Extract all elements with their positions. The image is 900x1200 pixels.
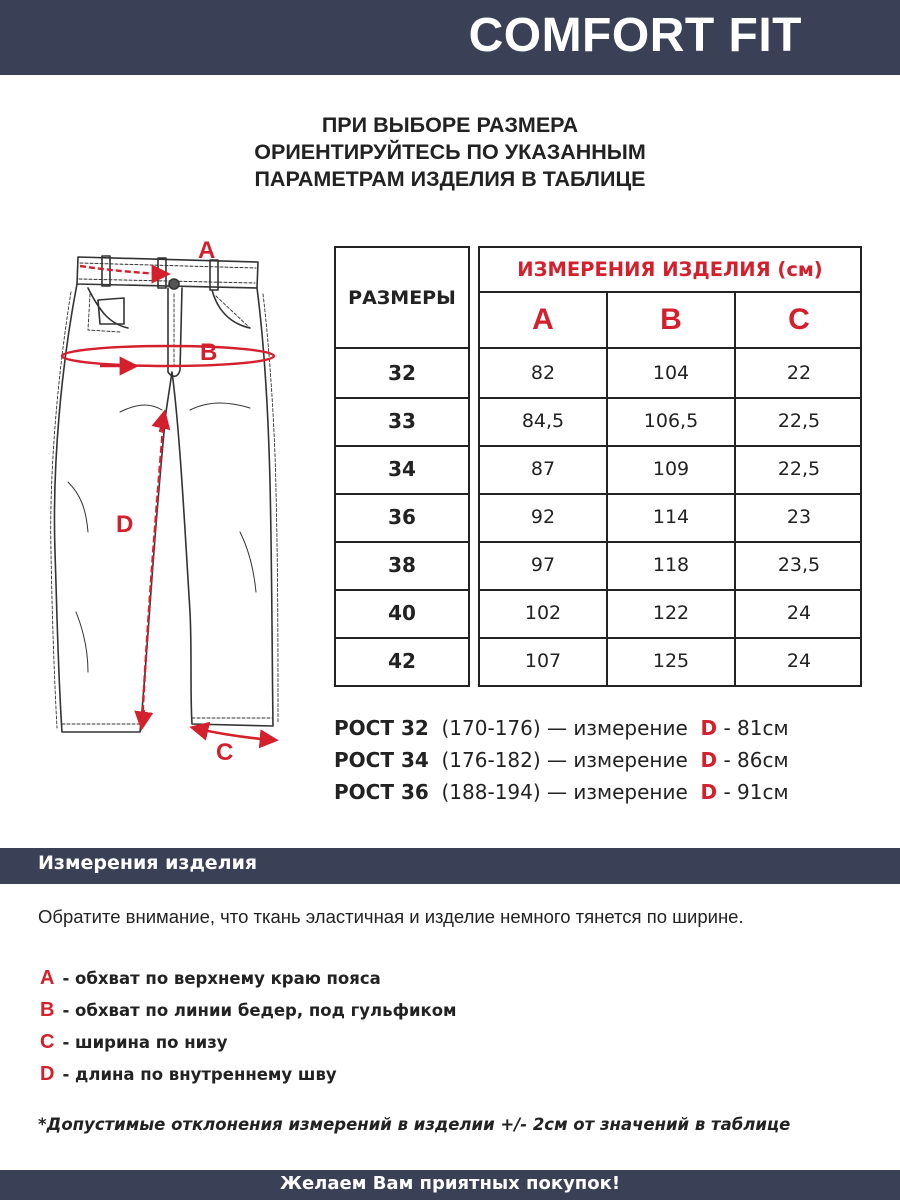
legend-key: C [40,1030,55,1053]
value-cell: 125 [652,650,690,672]
sizes-table [334,246,470,687]
value-cell: 114 [652,506,690,528]
legend-text: - длина по внутреннему шву [62,1064,337,1084]
measurements-header: ИЗМЕРЕНИЯ ИЗДЕЛИЯ (см) [517,258,823,281]
value-cell: 97 [530,554,556,576]
legend-item [40,962,457,994]
sizes-header: РАЗМЕРЫ [348,286,456,309]
height-letter: D [700,780,718,804]
value-cell: 22 [786,362,812,384]
value-cell: 23 [786,506,812,528]
height-range: (170-176) — измерение [441,716,688,740]
footer-wish: Желаем Вам приятных покупок! [279,1173,621,1194]
section-title: Измерения изделия [38,852,258,874]
height-value: - 91см [723,780,789,804]
value-cell: 92 [530,506,556,528]
size-cell: 38 [388,553,416,577]
brand-title: COMFORT FIT [468,9,802,62]
legend-list [40,962,457,1090]
legend-key: D [40,1062,55,1085]
value-cell: 84,5 [521,410,565,432]
height-value: - 86см [723,748,789,772]
size-cell: 42 [388,649,416,673]
measurements-table [478,246,862,687]
height-list [334,712,874,808]
legend-key: B [40,998,55,1021]
legend-text: - обхват по линии бедер, под гульфиком [62,1000,457,1020]
size-cell: 36 [388,505,416,529]
legend-text: - ширина по низу [62,1032,228,1052]
legend-text: - обхват по верхнему краю пояса [62,968,381,988]
size-cell: 40 [388,601,416,625]
intro-line: ПРИ ВЫБОРЕ РАЗМЕРА [321,113,579,137]
height-row [334,776,874,808]
diagram-label-a: A [198,237,216,264]
value-cell: 104 [652,362,690,384]
diagram-label-b: B [200,339,218,366]
value-cell: 106,5 [643,410,699,432]
height-letter: D [700,748,718,772]
value-cell: 107 [524,650,562,672]
size-cell: 32 [388,361,416,385]
value-cell: 22,5 [777,458,821,480]
diagram-label-d: D [116,511,134,538]
value-cell: 22,5 [777,410,821,432]
size-cell: 33 [388,409,416,433]
legend-item [40,1026,457,1058]
height-label: РОСТ 32 [334,716,429,740]
value-cell: 24 [786,650,812,672]
legend-key: A [40,966,55,989]
height-label: РОСТ 36 [334,780,429,804]
column-c-header: C [788,303,810,336]
value-cell: 109 [652,458,690,480]
value-cell: 118 [652,554,690,576]
legend-item [40,994,457,1026]
value-cell: 102 [524,602,562,624]
legend-item [40,1058,457,1090]
section-bar [0,848,900,884]
height-label: РОСТ 34 [334,748,429,772]
height-range: (188-194) — измерение [441,780,688,804]
footer-bar [0,1170,900,1200]
value-cell: 122 [652,602,690,624]
height-row [334,744,874,776]
height-range: (176-182) — измерение [441,748,688,772]
size-cell: 34 [388,457,416,481]
value-cell: 87 [530,458,556,480]
pants-diagram [40,232,300,772]
intro-text [150,112,750,193]
intro-line: ОРИЕНТИРУЙТЕСЬ ПО УКАЗАННЫМ [254,140,646,164]
column-b-header: B [660,303,682,336]
header-bar [0,0,900,75]
diagram-label-c: C [216,739,234,766]
value-cell: 82 [530,362,556,384]
height-value: - 81см [723,716,789,740]
value-cell: 24 [786,602,812,624]
height-row [334,712,874,744]
value-cell: 23,5 [777,554,821,576]
fabric-notice: Обратите внимание, что ткань эластичная и изделие немного тянется по ширине. [38,906,744,927]
tolerance-note: *Допустимые отклонения измерений в изделии +/- 2см от значений в таблице [38,1115,791,1134]
column-a-header: A [532,303,554,336]
intro-line: ПАРАМЕТРАМ ИЗДЕЛИЯ В ТАБЛИЦЕ [254,167,646,191]
height-letter: D [700,716,718,740]
